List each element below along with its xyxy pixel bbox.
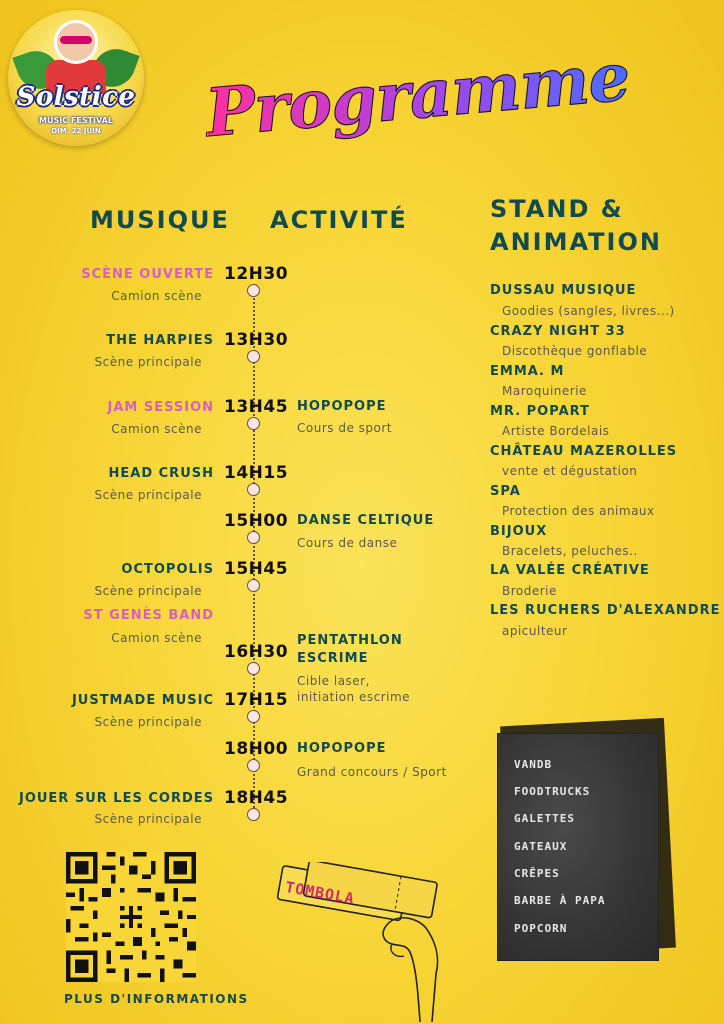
festival-logo <box>8 10 144 146</box>
time-label: 13H30 <box>224 330 289 350</box>
time-label: 17H15 <box>224 690 289 710</box>
stand-desc: Artiste Bordelais <box>502 424 610 438</box>
time-label: 18H45 <box>224 788 289 808</box>
act-name: JAM SESSION <box>107 400 214 415</box>
act-location: Scène principale <box>94 812 202 826</box>
logo-subtitle: MUSIC FESTIVAL <box>39 116 113 125</box>
header-animation: ANIMATION <box>490 228 662 256</box>
activity-name: PENTATHLON <box>297 633 403 648</box>
timeline-dot <box>247 284 260 297</box>
stand-name: EMMA. M <box>490 364 565 379</box>
stand-desc: Protection des animaux <box>502 504 655 518</box>
act-location: Scène principale <box>94 488 202 502</box>
stand-name: DUSSAU MUSIQUE <box>490 283 637 298</box>
act-name: JUSTMADE MUSIC <box>71 693 214 708</box>
timeline-dot <box>247 710 260 723</box>
time-label: 16H30 <box>224 642 289 662</box>
act-name: OCTOPOLIS <box>121 562 214 577</box>
act-location: Scène principale <box>94 715 202 729</box>
qr-label[interactable]: PLUS D'INFORMATIONS <box>64 992 249 1006</box>
stand-desc: Goodies (sangles, livres...) <box>502 304 675 318</box>
qr-code[interactable] <box>66 852 196 982</box>
act-name: SCÈNE OUVERTE <box>81 267 214 282</box>
timeline-dot <box>247 350 260 363</box>
logo-date: DIM. 22 JUIN <box>51 127 101 135</box>
time-label: 14H15 <box>224 463 289 483</box>
food-item: POPCORN <box>514 922 568 935</box>
stand-name: LES RUCHERS D'ALEXANDRE <box>490 603 721 618</box>
food-item: CRÊPES <box>514 867 560 880</box>
activity-name: ESCRIME <box>297 651 369 666</box>
stand-desc: apiculteur <box>502 624 568 638</box>
stand-name: CRAZY NIGHT 33 <box>490 324 626 339</box>
act-location: Camion scène <box>111 289 202 303</box>
activity-desc: Cible laser, <box>297 674 370 688</box>
stand-desc: Bracelets, peluches.. <box>502 544 638 558</box>
sunglasses-icon <box>60 36 92 44</box>
time-label: 15H45 <box>224 559 289 579</box>
timeline-dot <box>247 759 260 772</box>
stand-desc: Maroquinerie <box>502 384 587 398</box>
tombola-label: TOMBOLA <box>283 878 357 908</box>
page-title-text: Programme <box>202 37 633 153</box>
act-location: Camion scène <box>111 422 202 436</box>
stand-name: BIJOUX <box>490 524 548 539</box>
header-musique: MUSIQUE <box>90 206 230 234</box>
timeline-line <box>253 291 255 811</box>
activity-desc: Grand concours / Sport <box>297 765 447 779</box>
timeline-dot <box>247 662 260 675</box>
stand-name: MR. POPART <box>490 404 590 419</box>
header-activite: ACTIVITÉ <box>270 206 408 234</box>
act-name: HEAD CRUSH <box>108 466 214 481</box>
act-name: THE HARPIES <box>106 333 214 348</box>
time-label: 12H30 <box>224 264 289 284</box>
act-name: JOUER SUR LES CORDES <box>18 791 214 806</box>
page-title <box>202 36 647 152</box>
food-item: GATEAUX <box>514 840 568 853</box>
stand-desc: Discothèque gonflable <box>502 344 648 358</box>
logo-title: Solstice <box>16 82 136 112</box>
timeline-dot <box>247 417 260 430</box>
act-name: ST GENÈS BAND <box>83 608 214 623</box>
activity-name: DANSE CELTIQUE <box>297 513 435 528</box>
time-label: 15H00 <box>224 511 289 531</box>
header-stand: STAND & <box>490 195 624 223</box>
stand-name: LA VALÉE CRÉATIVE <box>490 563 650 578</box>
timeline-dot <box>247 808 260 821</box>
activity-name: HOPOPOPE <box>297 399 387 414</box>
stand-desc: Broderie <box>502 584 557 598</box>
activity-desc: initiation escrime <box>297 690 411 704</box>
time-label: 13H45 <box>224 397 289 417</box>
stand-name: CHÂTEAU MAZEROLLES <box>490 444 678 459</box>
stand-desc: vente et dégustation <box>502 464 638 478</box>
food-item: BARBE À PAPA <box>514 894 606 907</box>
act-location: Scène principale <box>94 355 202 369</box>
food-item: VANDB <box>514 758 553 771</box>
time-label: 18H00 <box>224 739 289 759</box>
timeline-dot <box>247 483 260 496</box>
food-item: GALETTES <box>514 812 575 825</box>
timeline-dot <box>247 579 260 592</box>
timeline-dot <box>247 531 260 544</box>
activity-desc: Cours de sport <box>297 421 392 435</box>
activity-desc: Cours de danse <box>297 536 398 550</box>
act-location: Camion scène <box>111 631 202 645</box>
food-item: FOODTRUCKS <box>514 785 591 798</box>
act-location: Scène principale <box>94 584 202 598</box>
stand-name: SPA <box>490 484 521 499</box>
activity-name: HOPOPOPE <box>297 741 387 756</box>
